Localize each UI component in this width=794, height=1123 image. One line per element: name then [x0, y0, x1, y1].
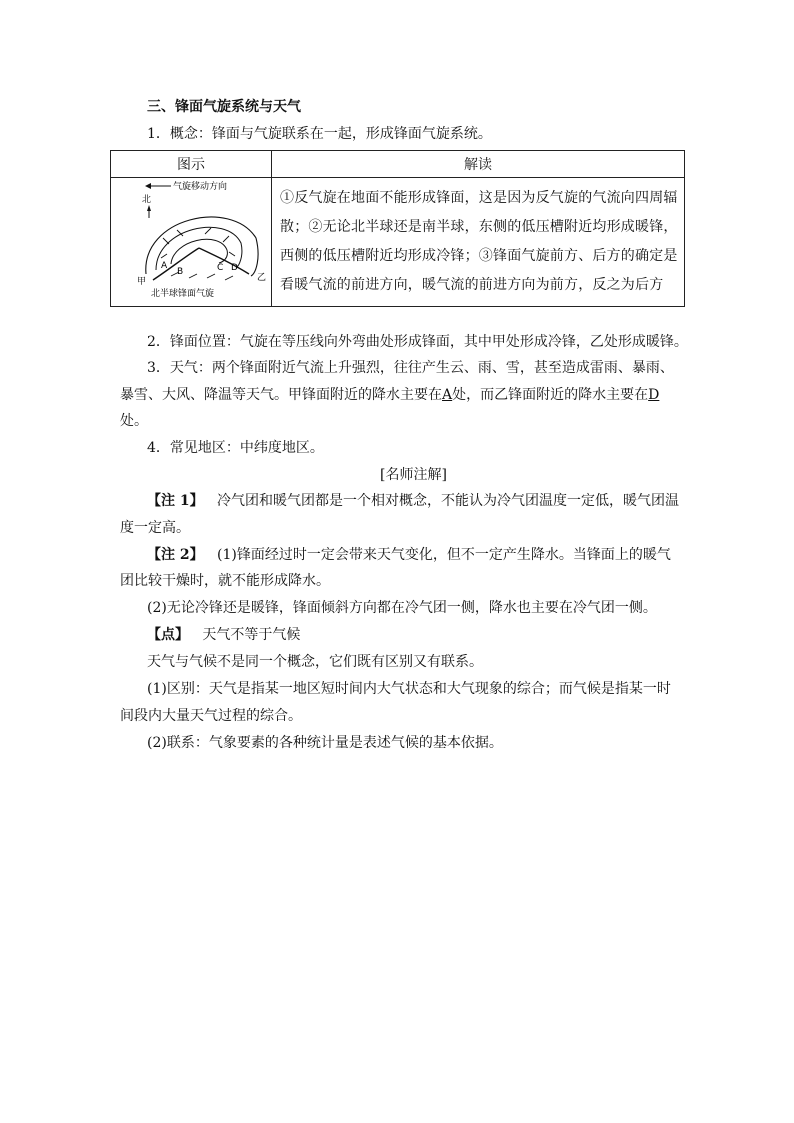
point-a-label: A	[161, 261, 168, 271]
note-2-text-1: (1)锋面经过时一定会带来天气变化，但不一定产生降水。当锋面上的暖气	[216, 547, 671, 563]
diagram-caption: 北半球锋面气旋	[151, 289, 215, 299]
movement-label: 气旋移动方向	[173, 182, 228, 192]
yi-label: 乙	[257, 273, 267, 283]
point-line-1: 天气与气候不是同一个概念，它们既有区别又有联系。	[147, 654, 483, 670]
item-3-answer-d: D	[648, 387, 660, 403]
note-1-line-2: 度一定高。	[120, 520, 190, 536]
notes-heading: [名师注解]	[380, 467, 447, 483]
item-3-line-3: 处。	[120, 413, 148, 429]
section-title: 三、锋面气旋系统与天气	[147, 99, 301, 115]
north-arrow-head	[147, 205, 151, 211]
table-header-diagram: 图示	[111, 151, 272, 178]
point-line-4: (2)联系：气象要素的各种统计量是表述气候的基本依据。	[147, 735, 503, 751]
item-1-concept: 1．概念：锋面与气旋联系在一起，形成锋面气旋系统。	[147, 126, 492, 142]
item-3-answer-a: A	[442, 387, 453, 403]
diagram-cell	[111, 178, 272, 307]
point-b-label: B	[177, 267, 184, 277]
item-3-line-2-pre: 暴雪、大风、降温等天气。甲锋面附近的降水主要在	[120, 387, 442, 403]
note-1-line-1	[147, 491, 679, 511]
note-2-tag: 【注 2】	[147, 547, 204, 563]
point-line-2: (1)区别：天气是指某一地区短时间内大气状态和大气现象的综合；而气候是指某一时	[147, 681, 671, 697]
point-c-label: C	[217, 263, 224, 273]
item-3-line-2	[120, 385, 659, 405]
concept-table	[110, 150, 685, 307]
frontal-cyclone-diagram	[111, 178, 271, 302]
item-3-line-2-mid: 处，而乙锋面附近的降水主要在	[452, 387, 649, 403]
point-heading	[147, 625, 300, 645]
north-label: 北	[142, 195, 152, 205]
item-3-line-1: 3．天气：两个锋面附近气流上升强烈，往往产生云、雨、雪，甚至造成雷雨、暴雨、	[147, 360, 674, 376]
jia-label: 甲	[137, 277, 147, 287]
note-1-tag: 【注 1】	[147, 493, 204, 509]
point-d-label: D	[231, 263, 238, 273]
note-2-line-2: 团比较干燥时，就不能形成降水。	[120, 573, 330, 589]
item-4-regions: 4．常见地区：中纬度地区。	[147, 440, 324, 456]
item-2-position: 2．锋面位置：气旋在等压线向外弯曲处形成锋面，其中甲处形成冷锋，乙处形成暖锋。	[147, 334, 688, 350]
note-1-text-1: 冷气团和暖气团都是一个相对概念，不能认为冷气团温度一定低，暖气团温	[216, 493, 679, 509]
point-line-3: 间段内大量天气过程的综合。	[120, 708, 302, 724]
note-2-line-1	[147, 545, 671, 565]
wind-arrows	[161, 228, 235, 280]
point-tag: 【点】	[147, 627, 189, 643]
note-2-line-3: (2)无论冷锋还是暖锋，锋面倾斜方向都在冷气团一侧，降水也主要在冷气团一侧。	[147, 600, 657, 616]
reading-cell: ①反气旋在地面不能形成锋面，这是因为反气旋的气流向四周辐散；②无论北半球还是南半球，东侧的低压槽附近均形成暖锋，西侧的低压槽附近均形成冷锋；③锋面气旋前方、后方的确定是看暖气流的前进方向，暖气流的前进方向为前方，反之为后方	[272, 178, 685, 307]
isobar-inner	[171, 239, 227, 264]
movement-arrow-head	[145, 183, 151, 189]
point-title: 天气不等于气候	[202, 627, 301, 643]
table-header-reading: 解读	[272, 151, 685, 178]
